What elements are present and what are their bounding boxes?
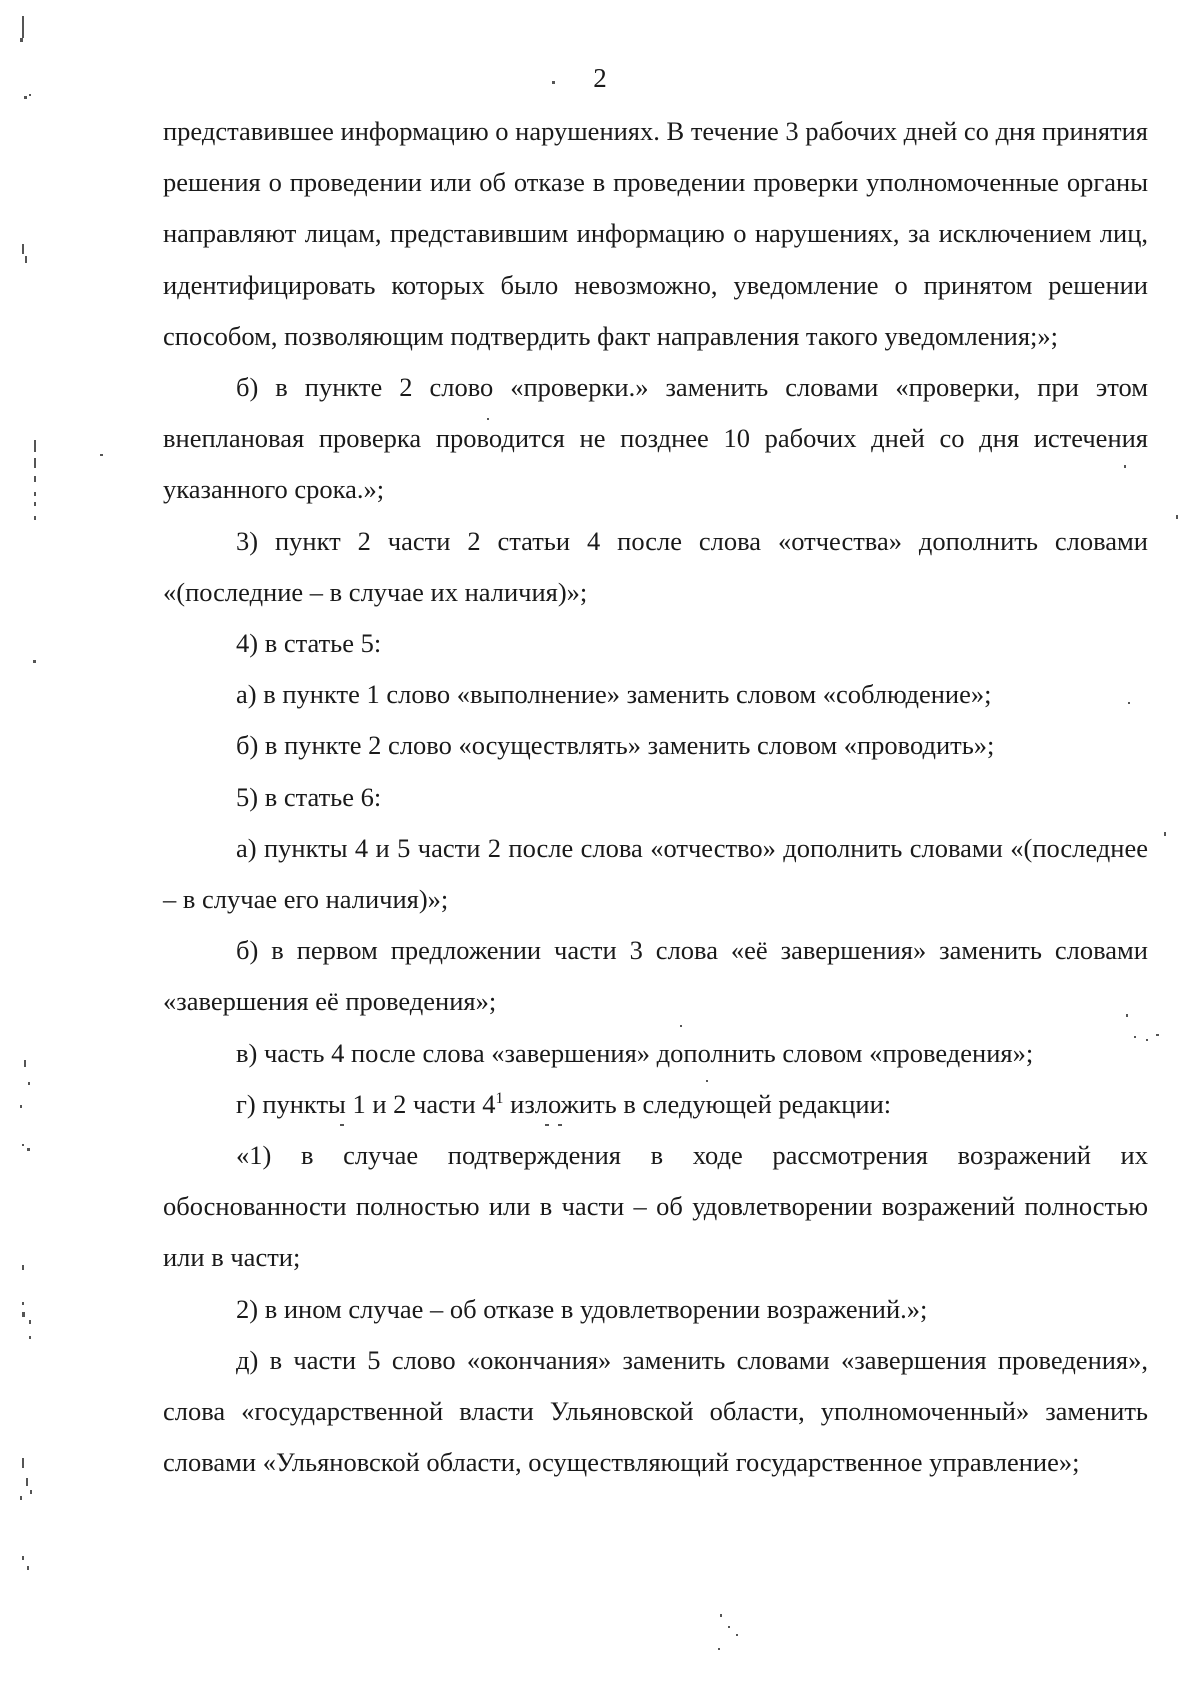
- page-number: 2: [593, 63, 607, 93]
- paragraph: а) в пункте 1 слово «выполнение» заменить словом «соблюдение»;: [236, 679, 992, 710]
- paragraph: 2) в ином случае – об отказе в удовлетворении возражений.»;: [236, 1293, 928, 1324]
- paragraph: «1) в случае подтверждения в ходе рассмотрения возражений их обоснованности полностью или в части – об удовлетворении возражений полностью или в части;: [163, 1140, 1148, 1273]
- paragraph-text: изложить в следующей редакции:: [503, 1088, 892, 1119]
- paragraph: а) пункты 4 и 5 части 2 после слова «отчество» дополнить словами «(последнее – в случае его наличия)»;: [163, 832, 1148, 915]
- paragraph: д) в части 5 слово «окончания» заменить словами «завершения проведения», слова «государственной власти Ульяновской области, уполномоченный» заменить словами «Ульяновской области, осуществляющий государственное управление»;: [163, 1344, 1148, 1478]
- superscript: 1: [495, 1090, 504, 1108]
- document-body: [163, 106, 1148, 1488]
- paragraph: 5) в статье 6:: [236, 781, 382, 812]
- paragraph: 4) в статье 5:: [236, 628, 382, 659]
- paragraph: представившее информацию о нарушениях. В течение 3 рабочих дней со дня принятия решения о проведении или об отказе в проведении проверки уполномоченные органы направляют лицам, представившим информацию о нарушениях, за исключением лиц, идентифицировать которых было невозможно, уведомление о принятом решении способом, позволяющим подтвердить факт направления такого уведомления;»;: [163, 116, 1148, 351]
- paragraph: б) в пункте 2 слово «осуществлять» заменить словом «проводить»;: [236, 730, 995, 761]
- paragraph: б) в первом предложении части 3 слова «её завершения» заменить словами «завершения её проведения»;: [163, 935, 1148, 1017]
- paragraph: б) в пункте 2 слово «проверки.» заменить словами «проверки, при этом внеплановая проверка проводится не позднее 10 рабочих дней со дня истечения указанного срока.»;: [163, 372, 1148, 505]
- paragraph: в) часть 4 после слова «завершения» дополнить словом «проведения»;: [236, 1037, 1034, 1068]
- paragraph: [163, 1079, 1148, 1130]
- paragraph-text: г) пункты 1 и 2 части 4: [236, 1088, 496, 1119]
- paragraph: 3) пункт 2 части 2 статьи 4 после слова «отчества» дополнить словами «(последние – в случае их наличия)»;: [163, 525, 1148, 607]
